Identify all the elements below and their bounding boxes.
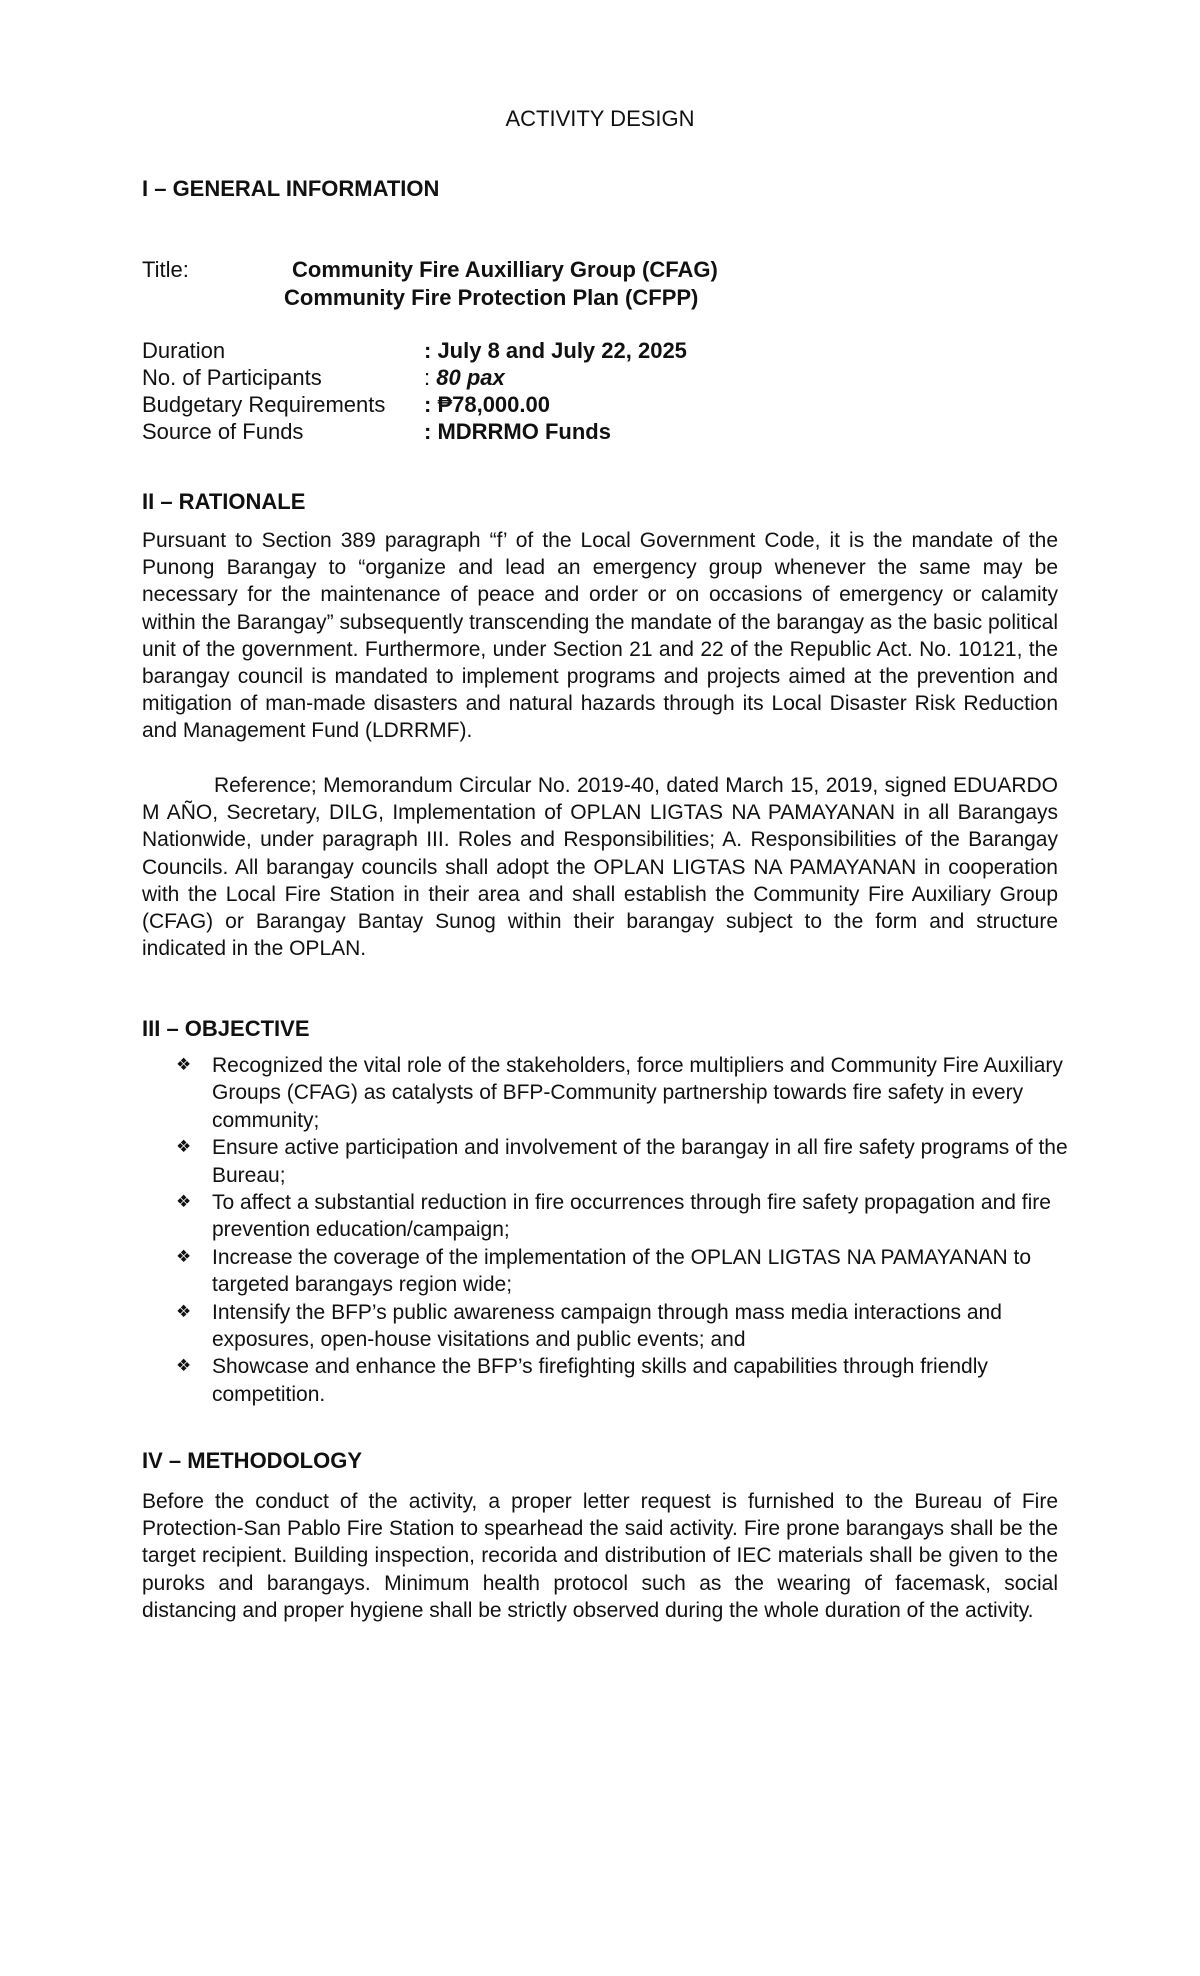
methodology-paragraph: Before the conduct of the activity, a proper letter request is furnished to the Bureau of Fire Protection-San Pablo Fire Station to spearhead the said activity. Fire prone barangays shall be the target recipient. Building inspection, recorida and distribution of IEC materials shall be given to the puroks and barangays. Minimum health protocol such as the wearing of facemask, social distancing and proper hygiene shall be strictly observed during the whole duration of the activity. [142, 1490, 1058, 1622]
bullet-icon: ❖ [176, 1356, 192, 1377]
objective-item-text: Ensure active participation and involvement of the barangay in all fire safety programs of the Bureau; [212, 1136, 1068, 1187]
rationale-paragraph-1: Pursuant to Section 389 paragraph “f’ of the Local Government Code, it is the mandate of the Punong Barangay to “organize and lead an emergency group whenever the same may be necessary for the maintenance of peace and order or on occasions of emergency or calamity within the Barangay” subsequently transcending the mandate of the barangay as the basic political unit of the government. Furthermore, under Section 21 and 22 of the Republic Act. No. 10121, the barangay council is mandated to implement programs and projects aimed at the prevention and mitigation of man-made disasters and natural hazards through its Local Disaster Risk Reduction and Management Fund (LDRRMF). [142, 529, 1058, 743]
duration-value: : July 8 and July 22, 2025 [424, 338, 687, 363]
objective-item-text: Increase the coverage of the implementation of the OPLAN LIGTAS NA PAMAYANAN to targeted barangays region wide; [212, 1245, 1031, 1297]
objective-item [142, 1134, 1072, 1189]
budget-label: Budgetary Requirements [142, 392, 386, 417]
bullet-icon: ❖ [176, 1055, 192, 1075]
objective-item [142, 1353, 1072, 1408]
objective-item [142, 1244, 1072, 1299]
document-title: ACTIVITY DESIGN [505, 106, 695, 131]
objective-list [142, 1052, 1072, 1408]
bullet-icon: ❖ [176, 1246, 192, 1267]
section-heading-objective: III – OBJECTIVE [142, 1016, 310, 1041]
duration-label: Duration [142, 338, 226, 363]
bullet-icon: ❖ [176, 1192, 192, 1213]
section-heading-rationale: II – RATIONALE [142, 489, 306, 514]
bullet-icon: ❖ [176, 1137, 192, 1158]
rationale-paragraph-2: Reference; Memorandum Circular No. 2019-40, dated March 15, 2019, signed EDUARDO M AÑO, Secretary, DILG, Implementation of OPLAN LIGTAS NA PAMAYANAN in all Barangays Nationwide, under paragraph III. Roles and Responsibilities; A. Responsibilities of the Barangay Councils. All barangay councils shall adopt the OPLAN LIGTAS NA PAMAYANAN in cooperation with the Local Fire Station in their area and shall establish the Community Fire Auxiliary Group (CFAG) or Barangay Bantay Sunog within their barangay subject to the form and structure indicated in the OPLAN. [142, 774, 1058, 961]
funds-value: : MDRRMO Funds [424, 419, 611, 444]
section-heading-methodology: IV – METHODOLOGY [142, 1448, 363, 1473]
section-heading-general-information: I – GENERAL INFORMATION [142, 176, 440, 201]
objective-item-text: Showcase and enhance the BFP’s firefighting skills and capabilities through friendly competition. [212, 1355, 988, 1406]
title-line-cfpp: Community Fire Protection Plan (CFPP) [284, 285, 699, 310]
objective-item [142, 1189, 1072, 1244]
title-line-cfag: Community Fire Auxilliary Group (CFAG) [292, 257, 718, 282]
objective-item [142, 1299, 1072, 1354]
participants-label: No. of Participants [142, 365, 322, 390]
objective-item-text: To affect a substantial reduction in fire occurrences through fire safety propagation and fire prevention education/campaign; [212, 1191, 1051, 1242]
participants-value: : 80 pax [424, 365, 505, 390]
bullet-icon: ❖ [176, 1301, 192, 1322]
objective-item-text: Recognized the vital role of the stakeholders, force multipliers and Community Fire Auxiliary Groups (CFAG) as catalysts of BFP-Community partnership towards fire safety in every community; [212, 1054, 1063, 1132]
title-label: Title: [142, 257, 189, 282]
budget-value: : ₱78,000.00 [424, 392, 550, 417]
objective-item-text: Intensify the BFP’s public awareness campaign through mass media interactions and exposures, open-house visitations and public events; and [212, 1300, 1002, 1352]
funds-label: Source of Funds [142, 419, 304, 444]
objective-item [142, 1052, 1072, 1134]
